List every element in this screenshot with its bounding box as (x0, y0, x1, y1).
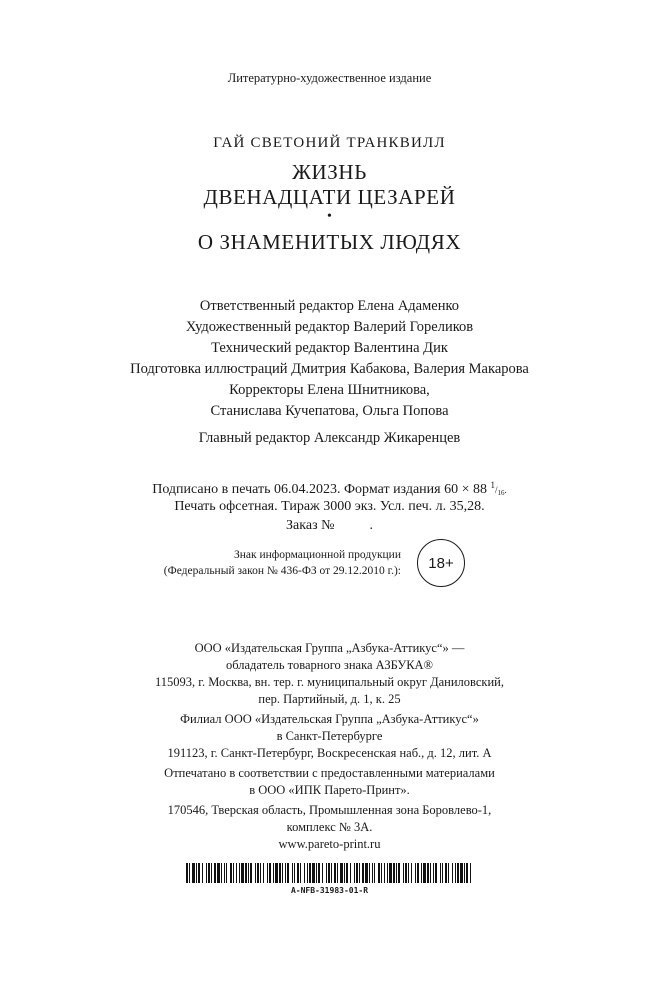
barcode-bar (255, 863, 256, 883)
barcode-bar (248, 863, 249, 883)
barcode-bar (398, 863, 400, 883)
barcode-bar (275, 863, 278, 883)
barcode-bar (279, 863, 281, 883)
barcode-bar (322, 863, 323, 883)
barcode-bar (445, 863, 447, 883)
barcode-bar (239, 863, 240, 883)
barcode-bar (387, 863, 388, 883)
printer-website: www.pareto-print.ru (278, 837, 381, 851)
book-title-line-3: О ЗНАМЕНИТЫХ ЛЮДЯХ (197, 230, 462, 254)
barcode-bar (331, 863, 332, 883)
barcode-bar (221, 863, 222, 883)
print-signed-text: Подписано в печать 06.04.2023. Формат издания 60 × 88 (152, 482, 487, 497)
barcode-bar (189, 863, 190, 883)
barcode-bar (287, 863, 289, 883)
barcode-bar (417, 863, 419, 883)
credit-technical-editor: Технический редактор Валентина Дик (211, 340, 448, 356)
barcode-bar (214, 863, 216, 883)
format-numerator: 1 (490, 480, 495, 490)
barcode-bar (217, 863, 220, 883)
barcode-bar (466, 863, 468, 883)
printer-line-2: в ООО «ИПК Парето-Принт». (249, 783, 410, 797)
print-run-line: Печать офсетная. Тираж 3000 экз. Усл. печ. л. 35,28. (174, 499, 485, 514)
barcode-bar (433, 863, 434, 883)
barcode-bar (263, 863, 264, 883)
barcode-bar (337, 863, 338, 883)
format-suffix: . (504, 485, 507, 495)
barcode-bar (452, 863, 453, 883)
barcode-bar (307, 863, 308, 883)
barcode-bar (442, 863, 443, 883)
credit-responsible-editor: Ответственный редактор Елена Адаменко (199, 298, 460, 314)
printer-line-4: комплекс № 3А. (286, 820, 373, 834)
barcode-bar (328, 863, 330, 883)
barcode-bar (393, 863, 395, 883)
book-title-line-1: ЖИЗНЬ (292, 160, 367, 184)
barcode-bar (304, 863, 305, 883)
author-name: ГАЙ СВЕТОНИЙ ТРАНКВИЛЛ (213, 135, 446, 151)
barcode-bar (381, 863, 382, 883)
edition-type: Литературно-художественное издание (227, 71, 432, 85)
barcode-bar (224, 863, 225, 883)
title-separator: • (327, 209, 332, 224)
publisher-line-4: пер. Партийный, д. 1, к. 25 (258, 692, 401, 706)
barcode-bar (186, 863, 188, 883)
barcode-bar (415, 863, 416, 883)
barcode-bar (350, 863, 351, 883)
barcode-text: A-NFB-31983-01-R (290, 886, 369, 895)
credit-proofreaders-2: Станислава Кучепатова, Ольга Попова (210, 403, 449, 419)
barcode-bar (448, 863, 449, 883)
order-number-line: Заказ № . (286, 518, 373, 533)
barcode-bar (202, 863, 203, 883)
barcode-bar (421, 863, 422, 883)
barcode-bar (359, 863, 360, 883)
barcode-bar (192, 863, 195, 883)
printer-line-1: Отпечатано в соответствии с предоставленными материалами (164, 766, 495, 780)
barcode-bar (384, 863, 385, 883)
barcode-bar (423, 863, 426, 883)
publisher-line-7: 191123, г. Санкт-Петербург, Воскресенская наб., д. 12, лит. А (167, 746, 492, 760)
barcode-bar (396, 863, 397, 883)
publisher-line-2: обладатель товарного знака АЗБУКА® (225, 658, 434, 672)
credit-illustrations: Подготовка иллюстраций Дмитрия Кабакова, Валерия Макарова (130, 361, 529, 377)
barcode-bar (356, 863, 358, 883)
age-rating-badge: 18+ (417, 539, 465, 587)
barcode-bar (267, 863, 268, 883)
barcode-bar (440, 863, 441, 883)
barcode-bar (250, 863, 252, 883)
barcode-bar (285, 863, 286, 883)
barcode-bar (309, 863, 311, 883)
barcode-bar (362, 863, 364, 883)
barcode-bar (326, 863, 327, 883)
barcode-bar (236, 863, 237, 883)
format-denominator: 16 (497, 489, 505, 497)
format-fraction: $^1/_{16}$. (490, 480, 507, 497)
barcode-bar (282, 863, 283, 883)
barcode-bar (403, 863, 404, 883)
barcode-bar (257, 863, 259, 883)
barcode-bar (230, 863, 232, 883)
barcode-bar (233, 863, 234, 883)
credit-art-editor: Художественный редактор Валерий Гореликов (185, 319, 474, 335)
barcode-bar (196, 863, 197, 883)
barcode-bar (340, 863, 343, 883)
book-title-line-2: ДВЕНАДЦАТИ ЦЕЗАРЕЙ (203, 185, 456, 209)
barcode-bar (312, 863, 315, 883)
barcode-bar (206, 863, 207, 883)
barcode-bar (294, 863, 295, 883)
barcode-bar (470, 863, 471, 883)
info-sign-label: Знак информационной продукции (234, 549, 401, 561)
barcode-bar (372, 863, 373, 883)
barcode-bar (378, 863, 380, 883)
barcode-bar (430, 863, 431, 883)
barcode-bar (374, 863, 375, 883)
printer-line-3: 170546, Тверская область, Промышленная зона Боровлево-1, (167, 803, 492, 817)
publisher-line-6: в Санкт-Петербурге (276, 729, 383, 743)
barcode-bar (464, 863, 465, 883)
barcode-bar (269, 863, 271, 883)
barcode-bar (226, 863, 227, 883)
info-sign-law: (Федеральный закон № 436-ФЗ от 29.12.2010 г.): (163, 565, 401, 577)
barcode-bar (460, 863, 463, 883)
barcode-bar (344, 863, 345, 883)
barcode-bar (346, 863, 348, 883)
barcode-bar (365, 863, 368, 883)
credit-proofreaders-1: Корректоры Елена Шнитникова, (229, 382, 430, 398)
barcode-bar (292, 863, 293, 883)
publisher-line-3: 115093, г. Москва, вн. тер. г. муниципальный округ Даниловский, (154, 675, 504, 689)
barcode-bar (208, 863, 210, 883)
credit-chief-editor: Главный редактор Александр Жикаренцев (198, 430, 461, 446)
barcode-bar (300, 863, 301, 883)
barcode-bar (354, 863, 355, 883)
barcode-bar (318, 863, 320, 883)
barcode-bar (260, 863, 261, 883)
barcode-bar (455, 863, 456, 883)
barcode-bar (273, 863, 274, 883)
barcode-bar (411, 863, 412, 883)
barcode (186, 863, 474, 883)
barcode-bar (297, 863, 299, 883)
barcode-bar (389, 863, 392, 883)
barcode-bar (408, 863, 409, 883)
publisher-line-5: Филиал ООО «Издательская Группа „Азбука-Аттикус“» (180, 712, 479, 726)
barcode-bar (334, 863, 336, 883)
barcode-bar (198, 863, 200, 883)
barcode-bar (427, 863, 429, 883)
print-signed-line (0, 480, 659, 498)
barcode-bar (245, 863, 247, 883)
barcode-bar (405, 863, 407, 883)
barcode-bar (211, 863, 212, 883)
publisher-line-1: ООО «Издательская Группа „Азбука-Аттикус“» — (194, 641, 465, 655)
barcode-bar (457, 863, 459, 883)
barcode-bar (241, 863, 244, 883)
barcode-bar (369, 863, 370, 883)
barcode-bar (435, 863, 437, 883)
barcode-bar (316, 863, 317, 883)
